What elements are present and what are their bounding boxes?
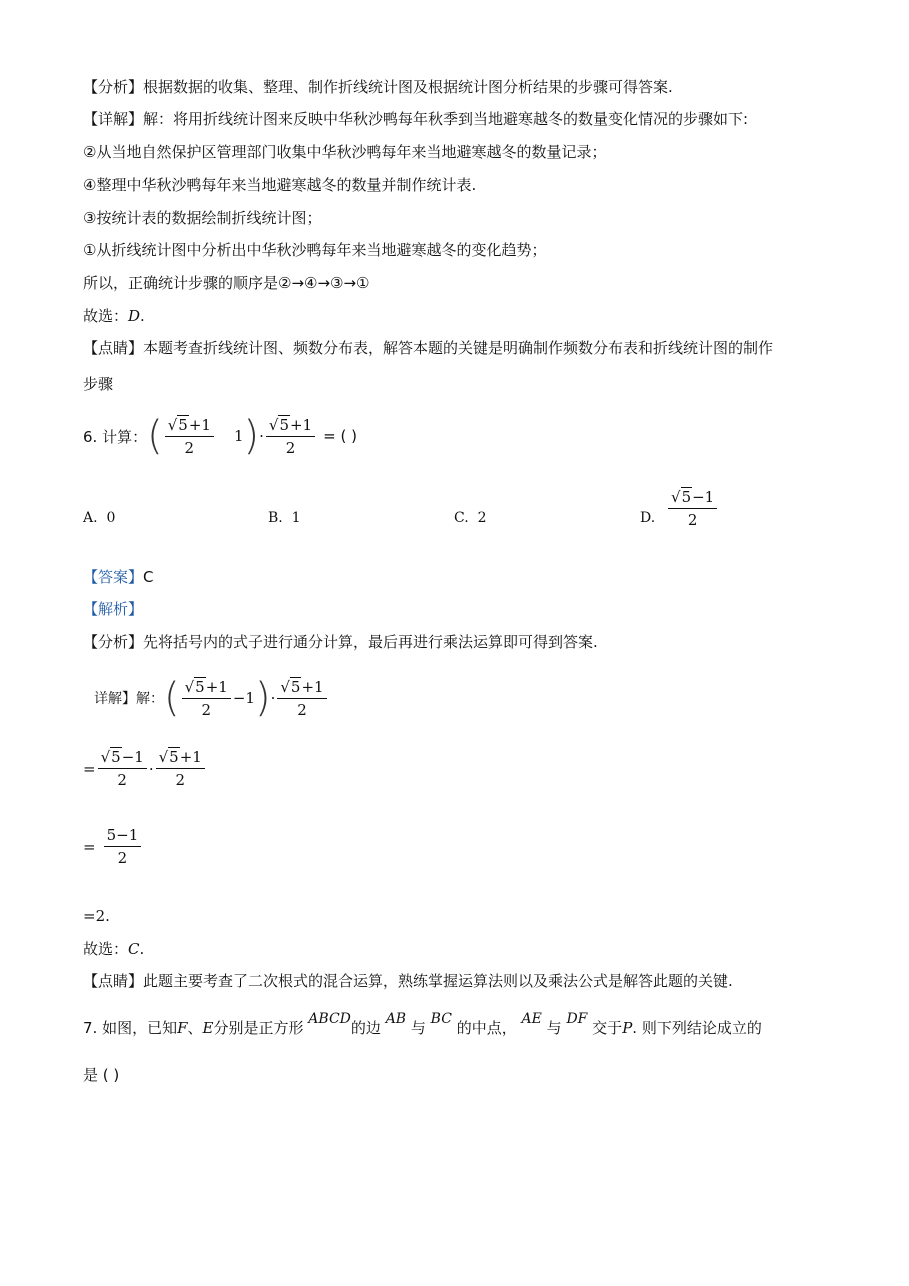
- dot: ·: [259, 427, 264, 445]
- choose-letter: C: [128, 940, 140, 958]
- right-paren: ): [243, 413, 260, 459]
- fraction-sqrt5-plus-1-b: $\frac{√5+1}{2}$: [277, 678, 326, 719]
- q5-step-2: ④整理中华秋沙鸭每年来当地避寒越冬的数量并制作统计表.: [83, 176, 477, 194]
- fraction-sqrt5-plus-1: $\frac{√5+1}{2}$: [165, 416, 214, 457]
- choose-prefix: 故选：: [83, 940, 129, 958]
- point-f: F: [177, 1019, 188, 1037]
- minus-one: −1: [692, 488, 715, 506]
- with1: 与: [410, 1019, 426, 1037]
- answer-value: C: [143, 568, 154, 586]
- q6-step-simplify: [83, 826, 143, 867]
- minus-one: −1: [121, 748, 144, 766]
- fraction-sqrt5-plus-1: $\frac{√5+1}{2}$: [156, 748, 205, 789]
- denominator: 2: [117, 771, 127, 789]
- option-a: [83, 510, 115, 526]
- one: 1: [233, 427, 244, 445]
- analysis-text: 根据数据的收集、整理、制作折线统计图及根据统计图分析结果的步骤可得答案.: [143, 78, 673, 96]
- option-b-value: 1: [291, 510, 301, 526]
- plus-one: +1: [188, 415, 211, 434]
- q6-analysis: [83, 632, 598, 652]
- q7-stem-line2: 是 ( ): [83, 1066, 120, 1084]
- radicand: 5: [279, 415, 289, 434]
- dot: ·: [148, 759, 154, 778]
- q5-comment-line2: 步骤: [83, 375, 114, 393]
- equals-paren: = ( ): [323, 427, 357, 445]
- q6-stem: [83, 406, 357, 466]
- segment-ae: AE: [521, 1011, 542, 1027]
- denominator: 2: [297, 700, 307, 719]
- with2: 与: [546, 1019, 562, 1037]
- comment-text: 本题考查折线统计图、频数分布表，解答本题的关键是明确制作频数分布表和折线统计图的制作: [143, 339, 774, 357]
- denominator: 2: [175, 771, 185, 789]
- analysis-tag: 【分析】: [83, 633, 144, 651]
- option-b-letter: B.: [268, 510, 283, 526]
- comment-tag: 【点睛】: [83, 339, 144, 357]
- equals-sign: =: [83, 759, 96, 778]
- answer-tag: 【答案】: [83, 568, 144, 586]
- choose-prefix: 故选：: [83, 307, 129, 325]
- detail-text: 解：将用折线统计图来反映中华秋沙鸭每年秋季到当地避寒越冬的数量变化情况的步骤如下:: [143, 110, 749, 128]
- q5-order: 所以，正确统计步骤的顺序是②→④→③→①: [83, 274, 370, 292]
- option-d-value: [666, 488, 719, 529]
- q6-choose: [83, 939, 144, 959]
- q5-step-1: ②从当地自然保护区管理部门收集中华秋沙鸭每年来当地避寒越冬的数量记录；: [83, 143, 607, 161]
- radicand: 5: [290, 677, 301, 696]
- mid4: 交于: [592, 1019, 623, 1037]
- q5-step-3: ③按统计表的数据绘制折线统计图；: [83, 209, 322, 227]
- plus-one: +1: [301, 677, 324, 696]
- q5-detail-line: [83, 109, 748, 129]
- radicand: 5: [178, 415, 188, 434]
- left-paren: (: [147, 413, 163, 459]
- denominator: 2: [117, 849, 128, 867]
- equals-sign: =: [83, 837, 96, 856]
- option-a-letter: A.: [83, 510, 98, 526]
- choose-suffix: .: [139, 940, 145, 958]
- radicand: 5: [681, 488, 692, 506]
- option-c: [454, 510, 487, 526]
- q6-step-product: [83, 748, 207, 789]
- square-abcd: ABCD: [308, 1011, 351, 1027]
- radicand: 5: [195, 677, 205, 696]
- radicand: 5: [111, 748, 121, 766]
- q5-choose: [83, 306, 145, 326]
- option-d-letter: D.: [640, 510, 656, 526]
- fraction-sqrt5-plus-1-b: $\frac{√5+1}{2}$: [266, 416, 315, 457]
- analysis-text: 先将括号内的式子进行通分计算，最后再进行乘法运算即可得到答案.: [143, 633, 598, 651]
- minus-one: −1: [232, 689, 255, 707]
- right-paren: ): [254, 675, 271, 721]
- option-c-letter: C.: [454, 510, 469, 526]
- option-c-value: 2: [477, 510, 487, 526]
- denominator: 2: [687, 511, 698, 529]
- radicand: 5: [169, 748, 179, 766]
- q6-detail-expression: [94, 670, 329, 726]
- denominator: 2: [184, 438, 195, 457]
- plus-one: +1: [179, 748, 202, 766]
- mid3: 的中点，: [456, 1019, 517, 1037]
- end: . 则下列结论成立的: [632, 1019, 762, 1037]
- mid2: 的边: [350, 1019, 381, 1037]
- fraction-sqrt5-minus-1: $\frac{√5-1}{2}$: [668, 488, 717, 529]
- numerator: 5−1: [104, 826, 142, 847]
- q7-stem-line1: [83, 1011, 762, 1041]
- fraction-sqrt5-plus-1: $\frac{√5+1}{2}$: [182, 678, 231, 719]
- choose-letter: D: [128, 307, 141, 325]
- side-bc: BC: [430, 1011, 452, 1027]
- mid1: 分别是正方形: [213, 1019, 304, 1037]
- side-ab: AB: [385, 1011, 407, 1027]
- q6-parse-tag: 【解析】: [83, 600, 144, 618]
- q5-analysis-line: [83, 77, 673, 97]
- q6-answer: [83, 567, 154, 587]
- sep: 、: [187, 1019, 203, 1037]
- option-b: [268, 510, 301, 526]
- fraction-5-minus-1: [104, 826, 142, 867]
- dot: ·: [270, 689, 276, 707]
- point-e: E: [202, 1019, 214, 1037]
- q6-stem-prefix: 6. 计算：: [83, 427, 148, 446]
- q6-comment: [83, 971, 733, 991]
- denominator: 2: [201, 700, 211, 719]
- q5-step-4: ①从折线统计图中分析出中华秋沙鸭每年来当地避寒越冬的变化趋势；: [83, 241, 547, 259]
- segment-df: DF: [566, 1011, 588, 1027]
- q6-result: =2.: [83, 907, 110, 925]
- q7-num: 7. 如图，已知: [83, 1019, 178, 1037]
- comment-text: 此题主要考查了二次根式的混合运算，熟练掌握运算法则以及乘法公式是解答此题的关键.: [143, 972, 733, 990]
- plus-one: +1: [289, 415, 313, 434]
- left-paren: (: [164, 675, 180, 721]
- denominator: 2: [285, 438, 296, 457]
- analysis-tag: 【分析】: [83, 78, 144, 96]
- option-a-value: 0: [106, 510, 116, 526]
- fraction-sqrt5-minus-1: $\frac{√5-1}{2}$: [98, 748, 147, 789]
- comment-tag: 【点睛】: [83, 972, 144, 990]
- point-p: P: [622, 1019, 633, 1037]
- plus-one: +1: [205, 677, 228, 696]
- detail-tag: 【详解】: [83, 110, 144, 128]
- detail-label: 详解】解：: [94, 691, 164, 707]
- choose-suffix: .: [140, 307, 145, 325]
- q5-comment-line1: [83, 338, 773, 358]
